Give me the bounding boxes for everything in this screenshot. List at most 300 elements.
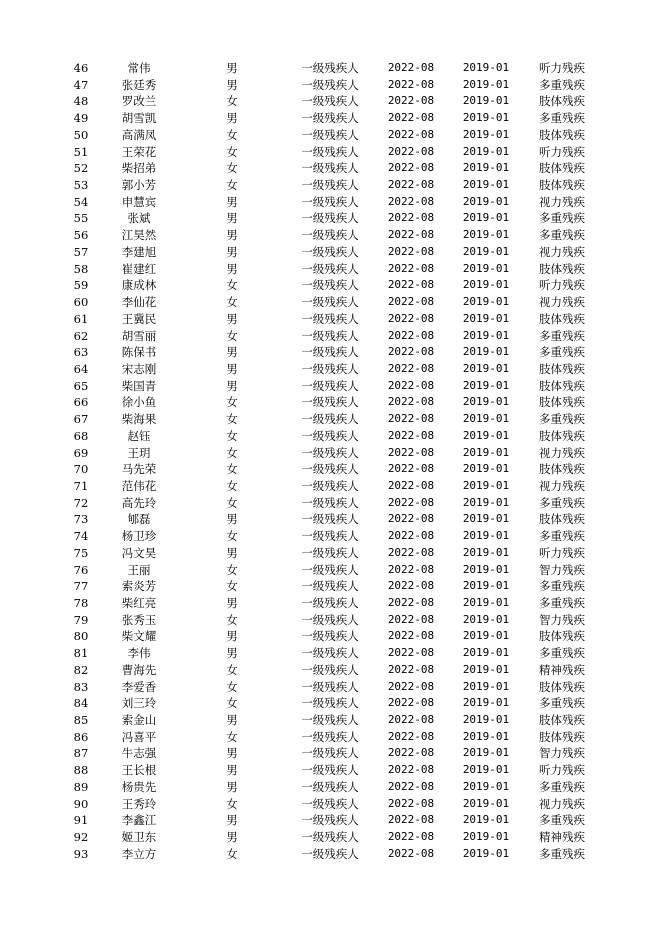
disability-level-cell: 一级残疾人 (301, 361, 359, 376)
row-number-cell: 81 (73, 646, 89, 661)
sex-cell: 女 (226, 94, 238, 109)
issue-date-cell: 2022-08 (387, 729, 435, 743)
row-number-cell: 71 (73, 478, 89, 493)
issue-date-cell: 2022-08 (387, 612, 435, 626)
sex-cell: 男 (226, 779, 238, 794)
disability-level-cell: 一级残疾人 (301, 713, 359, 728)
row-number-cell: 82 (73, 662, 89, 677)
start-date-cell: 2019-01 (462, 211, 510, 225)
disability-level-cell: 一级残疾人 (301, 178, 359, 193)
table-row (0, 261, 662, 278)
issue-date-cell: 2022-08 (387, 529, 435, 543)
row-number-cell: 59 (73, 278, 89, 293)
issue-date-cell: 2022-08 (387, 562, 435, 576)
issue-date-cell: 2022-08 (387, 779, 435, 793)
issue-date-cell: 2022-08 (387, 445, 435, 459)
start-date-cell: 2019-01 (462, 144, 510, 158)
disability-level-cell: 一级残疾人 (301, 345, 359, 360)
disability-type-cell: 肢体残疾 (539, 395, 585, 410)
name-cell: 王冀民 (121, 311, 157, 326)
name-cell: 徐小鱼 (121, 395, 157, 410)
row-number-cell: 51 (73, 144, 89, 159)
issue-date-cell: 2022-08 (387, 111, 435, 125)
issue-date-cell: 2022-08 (387, 830, 435, 844)
disability-level-cell: 一级残疾人 (301, 779, 359, 794)
disability-level-cell: 一级残疾人 (301, 478, 359, 493)
start-date-cell: 2019-01 (462, 478, 510, 492)
name-cell: 索炎芳 (121, 579, 157, 594)
start-date-cell: 2019-01 (462, 779, 510, 793)
sex-cell: 男 (226, 746, 238, 761)
disability-type-cell: 肢体残疾 (539, 161, 585, 176)
disability-level-cell: 一级残疾人 (301, 846, 359, 861)
disability-type-cell: 精神残疾 (539, 830, 585, 845)
issue-date-cell: 2022-08 (387, 428, 435, 442)
sex-cell: 女 (226, 445, 238, 460)
disability-type-cell: 视力残疾 (539, 194, 585, 209)
disability-level-cell: 一级残疾人 (301, 662, 359, 677)
name-cell: 赵钰 (127, 428, 151, 443)
table-row (0, 127, 662, 144)
disability-level-cell: 一级残疾人 (301, 562, 359, 577)
row-number-cell: 47 (73, 77, 89, 92)
disability-level-cell: 一级残疾人 (301, 428, 359, 443)
start-date-cell: 2019-01 (462, 77, 510, 91)
start-date-cell: 2019-01 (462, 395, 510, 409)
name-cell: 冯文昊 (121, 545, 157, 560)
start-date-cell: 2019-01 (462, 178, 510, 192)
disability-level-cell: 一级残疾人 (301, 696, 359, 711)
row-number-cell: 67 (73, 412, 89, 427)
issue-date-cell: 2022-08 (387, 228, 435, 242)
sex-cell: 女 (226, 478, 238, 493)
name-cell: 张廷秀 (121, 77, 157, 92)
name-cell: 康成林 (121, 278, 157, 293)
start-date-cell: 2019-01 (462, 228, 510, 242)
issue-date-cell: 2022-08 (387, 462, 435, 476)
table-row (0, 645, 662, 662)
sex-cell: 女 (226, 846, 238, 861)
disability-type-cell: 肢体残疾 (539, 729, 585, 744)
disability-level-cell: 一级残疾人 (301, 328, 359, 343)
row-number-cell: 75 (73, 545, 89, 560)
issue-date-cell: 2022-08 (387, 127, 435, 141)
issue-date-cell: 2022-08 (387, 796, 435, 810)
row-number-cell: 62 (73, 328, 89, 343)
disability-type-cell: 肢体残疾 (539, 261, 585, 276)
sex-cell: 女 (226, 144, 238, 159)
disability-level-cell: 一级残疾人 (301, 395, 359, 410)
start-date-cell: 2019-01 (462, 679, 510, 693)
disability-level-cell: 一级残疾人 (301, 77, 359, 92)
start-date-cell: 2019-01 (462, 111, 510, 125)
disability-level-cell: 一级残疾人 (301, 813, 359, 828)
start-date-cell: 2019-01 (462, 194, 510, 208)
disability-level-cell: 一级残疾人 (301, 830, 359, 845)
table-row (0, 277, 662, 294)
row-number-cell: 86 (73, 729, 89, 744)
start-date-cell: 2019-01 (462, 278, 510, 292)
table-row (0, 77, 662, 94)
row-number-cell: 91 (73, 813, 89, 828)
start-date-cell: 2019-01 (462, 445, 510, 459)
table-row (0, 411, 662, 428)
issue-date-cell: 2022-08 (387, 278, 435, 292)
name-cell: 常伟 (127, 61, 151, 75)
row-number-cell: 72 (73, 495, 89, 510)
disability-level-cell: 一级残疾人 (301, 612, 359, 627)
row-number-cell: 48 (73, 94, 89, 109)
sex-cell: 男 (226, 61, 238, 75)
disability-type-cell: 多重残疾 (539, 646, 585, 661)
table-row (0, 628, 662, 645)
name-cell: 张斌 (127, 211, 151, 226)
row-number-cell: 57 (73, 244, 89, 259)
issue-date-cell: 2022-08 (387, 495, 435, 509)
name-cell: 张秀玉 (121, 612, 157, 627)
sex-cell: 女 (226, 178, 238, 193)
issue-date-cell: 2022-08 (387, 629, 435, 643)
sex-cell: 女 (226, 495, 238, 510)
start-date-cell: 2019-01 (462, 713, 510, 727)
name-cell: 李仙花 (121, 295, 157, 310)
table-row (0, 461, 662, 478)
disability-type-cell: 多重残疾 (539, 813, 585, 828)
start-date-cell: 2019-01 (462, 830, 510, 844)
disability-level-cell: 一级残疾人 (301, 94, 359, 109)
table-row (0, 93, 662, 110)
table-row (0, 528, 662, 545)
start-date-cell: 2019-01 (462, 412, 510, 426)
disability-type-cell: 多重残疾 (539, 77, 585, 92)
start-date-cell: 2019-01 (462, 813, 510, 827)
name-cell: 郭小芳 (121, 178, 157, 193)
table-row (0, 328, 662, 345)
sex-cell: 女 (226, 529, 238, 544)
issue-date-cell: 2022-08 (387, 579, 435, 593)
issue-date-cell: 2022-08 (387, 361, 435, 375)
disability-type-cell: 肢体残疾 (539, 361, 585, 376)
table-row (0, 194, 662, 211)
sex-cell: 女 (226, 696, 238, 711)
row-number-cell: 56 (73, 228, 89, 243)
disability-type-cell: 肢体残疾 (539, 428, 585, 443)
row-number-cell: 61 (73, 311, 89, 326)
sex-cell: 女 (226, 395, 238, 410)
disability-type-cell: 多重残疾 (539, 328, 585, 343)
sex-cell: 女 (226, 295, 238, 310)
disability-type-cell: 精神残疾 (539, 662, 585, 677)
row-number-cell: 84 (73, 696, 89, 711)
sex-cell: 男 (226, 311, 238, 326)
disability-type-cell: 多重残疾 (539, 345, 585, 360)
table-row (0, 796, 662, 813)
disability-type-cell: 多重残疾 (539, 579, 585, 594)
table-row (0, 712, 662, 729)
name-cell: 柴红亮 (121, 596, 157, 610)
start-date-cell: 2019-01 (462, 529, 510, 543)
row-number-cell: 77 (73, 579, 89, 594)
table-row (0, 177, 662, 194)
table-row (0, 562, 662, 579)
table-row (0, 545, 662, 562)
start-date-cell: 2019-01 (462, 61, 510, 74)
name-cell: 马先荣 (121, 462, 157, 477)
disability-type-cell: 肢体残疾 (539, 629, 585, 644)
name-cell: 申慧宾 (121, 194, 157, 209)
table-row (0, 762, 662, 779)
disability-level-cell: 一级残疾人 (301, 796, 359, 811)
sex-cell: 女 (226, 612, 238, 627)
start-date-cell: 2019-01 (462, 462, 510, 476)
sex-cell: 男 (226, 713, 238, 728)
name-cell: 李爱香 (121, 679, 157, 694)
issue-date-cell: 2022-08 (387, 61, 435, 74)
sex-cell: 男 (226, 77, 238, 92)
table-row (0, 812, 662, 829)
disability-type-cell: 多重残疾 (539, 495, 585, 510)
issue-date-cell: 2022-08 (387, 178, 435, 192)
disability-type-cell: 肢体残疾 (539, 713, 585, 728)
sex-cell: 男 (226, 813, 238, 828)
disability-type-cell: 听力残疾 (539, 144, 585, 159)
table-row (0, 495, 662, 512)
disability-level-cell: 一级残疾人 (301, 127, 359, 142)
row-number-cell: 79 (73, 612, 89, 627)
issue-date-cell: 2022-08 (387, 846, 435, 860)
row-number-cell: 65 (73, 378, 89, 393)
start-date-cell: 2019-01 (462, 545, 510, 559)
row-number-cell: 49 (73, 111, 89, 126)
disability-type-cell: 听力残疾 (539, 278, 585, 293)
issue-date-cell: 2022-08 (387, 311, 435, 325)
disability-level-cell: 一级残疾人 (301, 261, 359, 276)
table-row (0, 612, 662, 629)
row-number-cell: 92 (73, 830, 89, 845)
row-number-cell: 70 (73, 462, 89, 477)
start-date-cell: 2019-01 (462, 127, 510, 141)
row-number-cell: 66 (73, 395, 89, 410)
name-cell: 刘三玲 (121, 696, 157, 711)
disability-level-cell: 一级残疾人 (301, 211, 359, 226)
start-date-cell: 2019-01 (462, 646, 510, 660)
sex-cell: 女 (226, 161, 238, 176)
start-date-cell: 2019-01 (462, 696, 510, 710)
disability-type-cell: 多重残疾 (539, 696, 585, 711)
table-row (0, 394, 662, 411)
table-row (0, 144, 662, 161)
disability-level-cell: 一级残疾人 (301, 161, 359, 176)
table-row (0, 729, 662, 746)
name-cell: 郇磊 (127, 512, 151, 527)
table-row (0, 210, 662, 227)
disability-type-cell: 肢体残疾 (539, 679, 585, 694)
disability-type-cell: 智力残疾 (539, 562, 585, 577)
table-row (0, 846, 662, 863)
issue-date-cell: 2022-08 (387, 813, 435, 827)
row-number-cell: 50 (73, 127, 89, 142)
table-row (0, 662, 662, 679)
issue-date-cell: 2022-08 (387, 646, 435, 660)
name-cell: 柴海果 (121, 412, 157, 427)
disability-type-cell: 多重残疾 (539, 412, 585, 427)
name-cell: 曹海先 (121, 662, 157, 677)
disability-type-cell: 视力残疾 (539, 244, 585, 259)
name-cell: 宋志刚 (121, 361, 157, 376)
start-date-cell: 2019-01 (462, 662, 510, 676)
table-row (0, 511, 662, 528)
table-row (0, 110, 662, 127)
disability-level-cell: 一级残疾人 (301, 545, 359, 560)
sex-cell: 男 (226, 111, 238, 126)
start-date-cell: 2019-01 (462, 94, 510, 108)
disability-type-cell: 肢体残疾 (539, 127, 585, 142)
table-row (0, 695, 662, 712)
row-number-cell: 53 (73, 178, 89, 193)
disability-level-cell: 一级残疾人 (301, 378, 359, 393)
issue-date-cell: 2022-08 (387, 545, 435, 559)
sex-cell: 男 (226, 629, 238, 644)
start-date-cell: 2019-01 (462, 612, 510, 626)
name-cell: 杨贵先 (121, 779, 157, 794)
start-date-cell: 2019-01 (462, 428, 510, 442)
issue-date-cell: 2022-08 (387, 378, 435, 392)
issue-date-cell: 2022-08 (387, 478, 435, 492)
disability-level-cell: 一级残疾人 (301, 144, 359, 159)
disability-level-cell: 一级残疾人 (301, 412, 359, 427)
disability-level-cell: 一级残疾人 (301, 111, 359, 126)
name-cell: 姬卫东 (121, 830, 157, 845)
row-number-cell: 85 (73, 713, 89, 728)
table-row (0, 428, 662, 445)
table-row (0, 578, 662, 595)
disability-level-cell: 一级残疾人 (301, 61, 359, 75)
name-cell: 王长根 (121, 763, 157, 778)
row-number-cell: 46 (73, 61, 89, 75)
name-cell: 李伟 (127, 646, 151, 661)
disability-type-cell: 肢体残疾 (539, 311, 585, 326)
name-cell: 范伟花 (121, 478, 157, 493)
sex-cell: 女 (226, 729, 238, 744)
sex-cell: 男 (226, 228, 238, 243)
name-cell: 杨卫珍 (121, 529, 157, 544)
disability-level-cell: 一级残疾人 (301, 228, 359, 243)
disability-level-cell: 一级残疾人 (301, 763, 359, 778)
start-date-cell: 2019-01 (462, 512, 510, 526)
table-row (0, 679, 662, 696)
issue-date-cell: 2022-08 (387, 94, 435, 108)
name-cell: 崔建红 (121, 261, 157, 276)
disability-level-cell: 一级残疾人 (301, 295, 359, 310)
sex-cell: 女 (226, 127, 238, 142)
disability-type-cell: 视力残疾 (539, 295, 585, 310)
issue-date-cell: 2022-08 (387, 328, 435, 342)
row-number-cell: 89 (73, 779, 89, 794)
issue-date-cell: 2022-08 (387, 713, 435, 727)
disability-type-cell: 多重残疾 (539, 529, 585, 544)
sex-cell: 男 (226, 244, 238, 259)
row-number-cell: 52 (73, 161, 89, 176)
issue-date-cell: 2022-08 (387, 295, 435, 309)
row-number-cell: 68 (73, 428, 89, 443)
row-number-cell: 76 (73, 562, 89, 577)
disability-type-cell: 肢体残疾 (539, 512, 585, 527)
name-cell: 胡雪丽 (121, 328, 157, 343)
table-row (0, 829, 662, 846)
sex-cell: 男 (226, 512, 238, 527)
start-date-cell: 2019-01 (462, 729, 510, 743)
disability-type-cell: 多重残疾 (539, 846, 585, 861)
name-cell: 李建旭 (121, 244, 157, 259)
start-date-cell: 2019-01 (462, 746, 510, 760)
start-date-cell: 2019-01 (462, 629, 510, 643)
table-row (0, 361, 662, 378)
sex-cell: 男 (226, 345, 238, 360)
start-date-cell: 2019-01 (462, 495, 510, 509)
start-date-cell: 2019-01 (462, 763, 510, 777)
issue-date-cell: 2022-08 (387, 261, 435, 275)
sex-cell: 男 (226, 646, 238, 661)
row-number-cell: 69 (73, 445, 89, 460)
sex-cell: 男 (226, 194, 238, 209)
disability-type-cell: 肢体残疾 (539, 178, 585, 193)
disability-level-cell: 一级残疾人 (301, 629, 359, 644)
name-cell: 冯喜平 (121, 729, 157, 744)
disability-type-cell: 多重残疾 (539, 228, 585, 243)
table-row (0, 344, 662, 361)
table-row (0, 595, 662, 612)
issue-date-cell: 2022-08 (387, 194, 435, 208)
start-date-cell: 2019-01 (462, 295, 510, 309)
name-cell: 王荣花 (121, 144, 157, 159)
disability-type-cell: 智力残疾 (539, 612, 585, 627)
disability-type-cell: 多重残疾 (539, 211, 585, 226)
issue-date-cell: 2022-08 (387, 679, 435, 693)
sex-cell: 女 (226, 662, 238, 677)
sex-cell: 男 (226, 361, 238, 376)
row-number-cell: 64 (73, 361, 89, 376)
disability-type-cell: 听力残疾 (539, 61, 585, 75)
sex-cell: 女 (226, 796, 238, 811)
sex-cell: 男 (226, 378, 238, 393)
row-number-cell: 55 (73, 211, 89, 226)
issue-date-cell: 2022-08 (387, 596, 435, 609)
sex-cell: 女 (226, 328, 238, 343)
row-number-cell: 54 (73, 194, 89, 209)
table-row (0, 227, 662, 244)
disability-level-cell: 一级残疾人 (301, 596, 359, 610)
issue-date-cell: 2022-08 (387, 345, 435, 359)
name-cell: 陈保书 (121, 345, 157, 360)
table-row (0, 160, 662, 177)
sex-cell: 男 (226, 596, 238, 610)
issue-date-cell: 2022-08 (387, 244, 435, 258)
sex-cell: 男 (226, 830, 238, 845)
name-cell: 李立方 (121, 846, 157, 861)
row-number-cell: 63 (73, 345, 89, 360)
issue-date-cell: 2022-08 (387, 696, 435, 710)
table-row (0, 478, 662, 495)
disability-type-cell: 听力残疾 (539, 763, 585, 778)
issue-date-cell: 2022-08 (387, 412, 435, 426)
disability-level-cell: 一级残疾人 (301, 311, 359, 326)
disability-type-cell: 视力残疾 (539, 478, 585, 493)
row-number-cell: 60 (73, 295, 89, 310)
row-number-cell: 87 (73, 746, 89, 761)
table-row (0, 244, 662, 261)
disability-type-cell: 智力残疾 (539, 746, 585, 761)
sex-cell: 男 (226, 545, 238, 560)
